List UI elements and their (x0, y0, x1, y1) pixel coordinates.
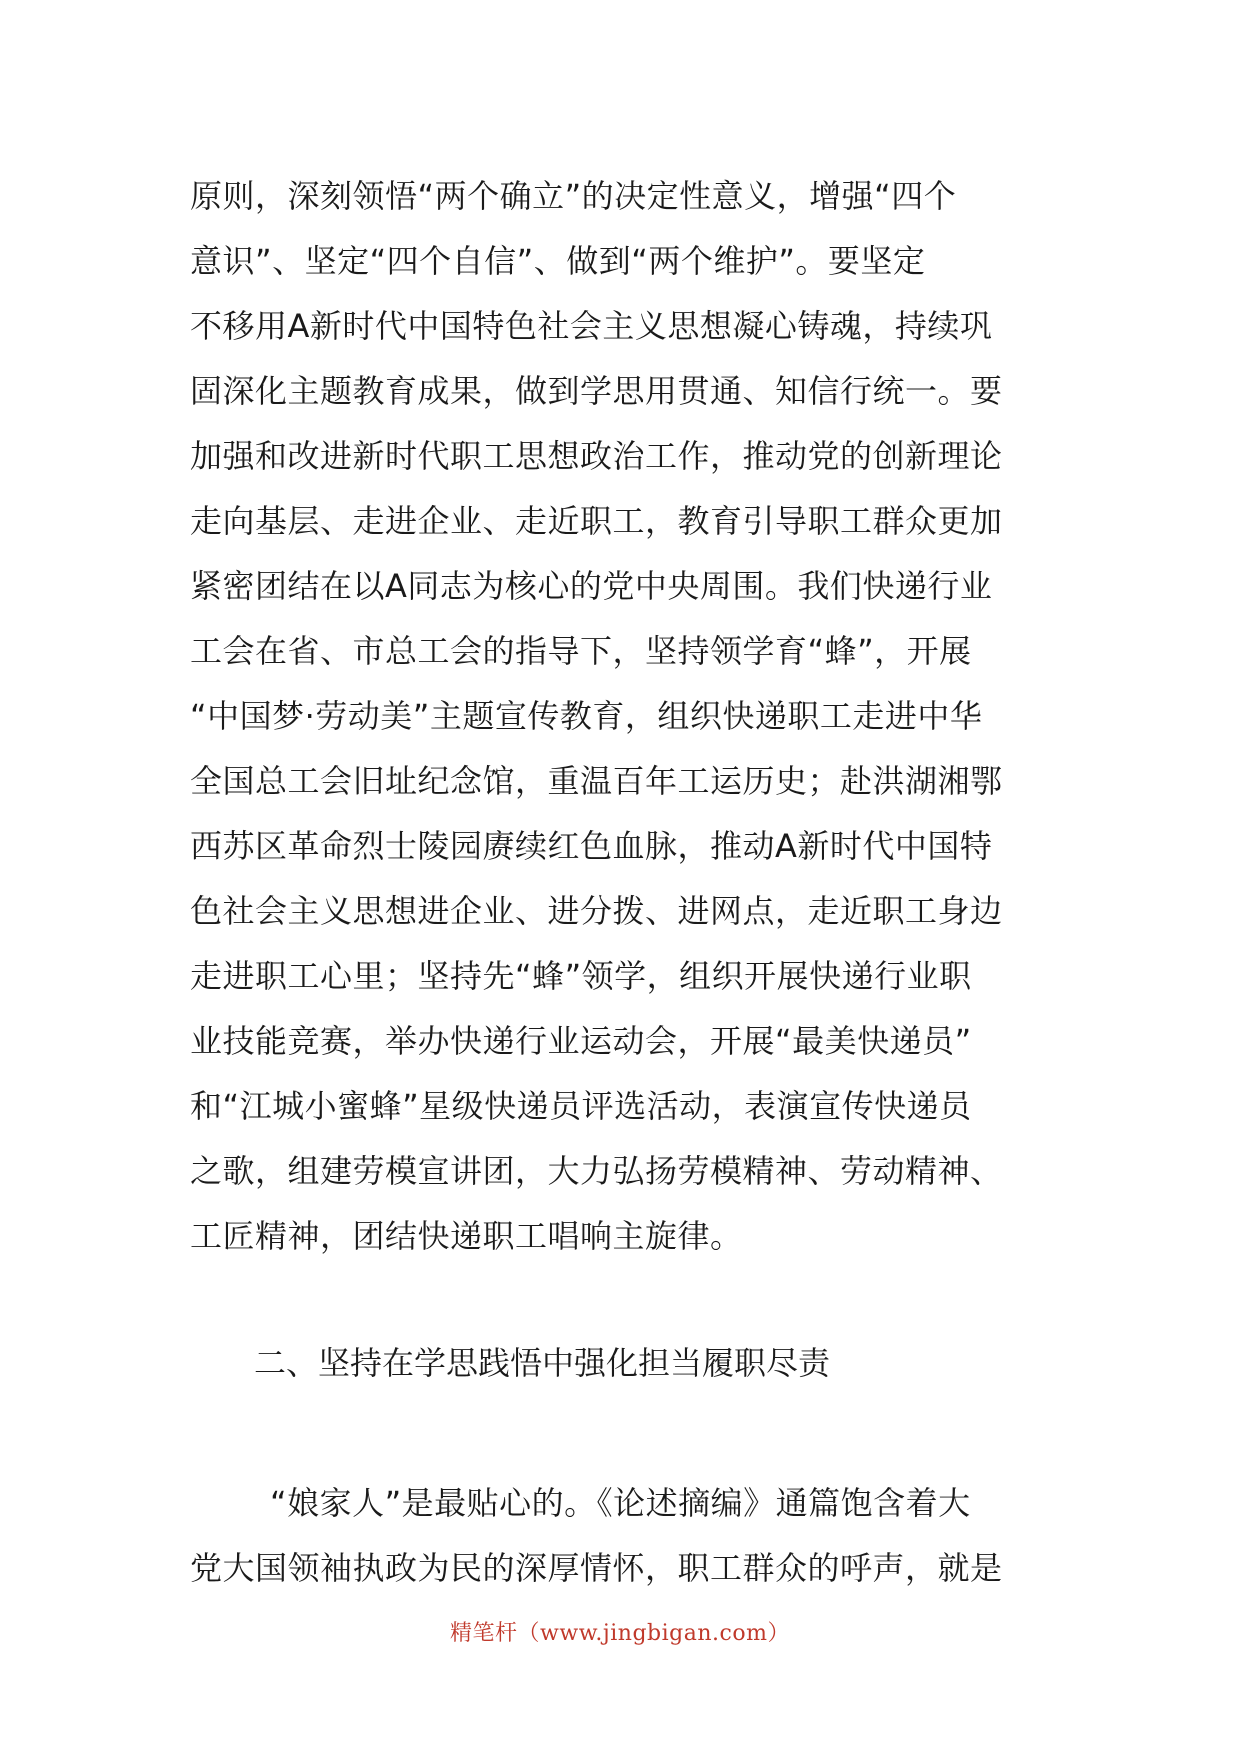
text-line: 工匠精神，团结快递职工唱响主旋律。 (190, 1217, 743, 1255)
text-line: 色社会主义思想进企业、进分拨、进网点，走近职工身边 (190, 892, 1003, 930)
text-line: 党大国领袖执政为民的深厚情怀，职工群众的呼声，就是 (190, 1549, 1003, 1587)
text-line: 不移用A新时代中国特色社会主义思想凝心铸魂，持续巩 (190, 307, 993, 345)
text-line: 业技能竞赛，举办快递行业运动会，开展“最美快递员” (190, 1022, 972, 1060)
text-line: 意识”、坚定“四个自信”、做到“两个维护”。要坚定 (190, 242, 926, 280)
text-line: 工会在省、市总工会的指导下，坚持领学育“蜂”，开展 (190, 632, 972, 670)
section-heading: 二、坚持在学思践悟中强化担当履职尽责 (254, 1344, 831, 1382)
text-line: 全国总工会旧址纪念馆，重温百年工运历史；赴洪湖湘鄂 (190, 762, 1003, 800)
text-line: 走向基层、走进企业、走近职工，教育引导职工群众更加 (190, 502, 1003, 540)
text-line: “中国梦·劳动美”主题宣传教育，组织快递职工走进中华 (190, 697, 983, 735)
text-line: 和“江城小蜜蜂”星级快递员评选活动，表演宣传快递员 (190, 1087, 972, 1125)
text-line: 固深化主题教育成果，做到学思用贯通、知信行统一。要 (190, 372, 1003, 410)
text-line: 加强和改进新时代职工思想政治工作，推动党的创新理论 (190, 437, 1003, 475)
text-line: 紧密团结在以A同志为核心的党中央周围。我们快递行业 (190, 567, 993, 605)
text-line: 之歌，组建劳模宣讲团，大力弘扬劳模精神、劳动精神、 (190, 1152, 1003, 1190)
paragraph-1 (190, 164, 1070, 1269)
footer-watermark: 精笔杆（www.jingbigan.com） (450, 1621, 790, 1646)
paragraph-2 (190, 1471, 1070, 1601)
text-line: “娘家人”是最贴心的。《论述摘编》通篇饱含着大 (270, 1484, 971, 1522)
text-line: 走进职工心里；坚持先“蜂”领学，组织开展快递行业职 (190, 957, 972, 995)
text-line: 原则，深刻领悟“两个确立”的决定性意义，增强“四个 (190, 177, 957, 215)
text-line: 西苏区革命烈士陵园赓续红色血脉，推动A新时代中国特 (190, 827, 993, 865)
